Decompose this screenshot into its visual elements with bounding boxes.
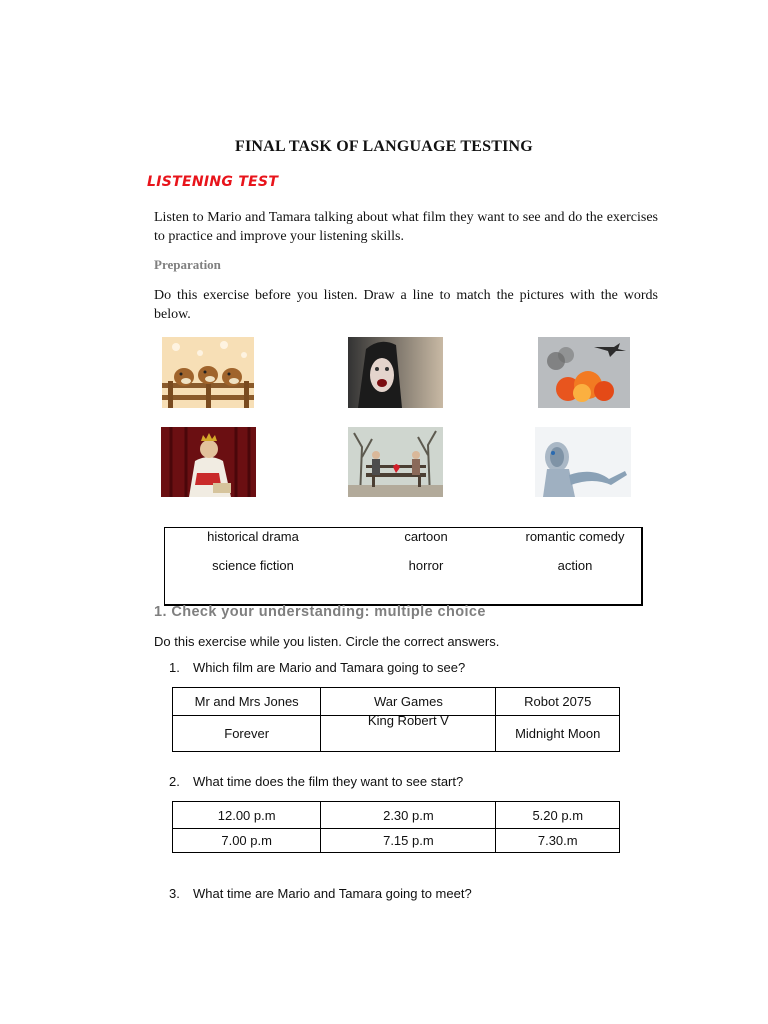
document-title: FINAL TASK OF LANGUAGE TESTING	[235, 138, 533, 155]
option-midnight-moon[interactable]: Midnight Moon	[496, 716, 620, 752]
multiple-choice-heading: 1. Check your understanding: multiple choice	[154, 604, 486, 620]
genre-horror: horror	[408, 558, 444, 573]
question-3-text: What time are Mario and Tamara going to meet?	[193, 886, 472, 901]
cartoon-horses-icon	[162, 337, 254, 408]
multiple-choice-instruction: Do this exercise while you listen. Circle the correct answers.	[154, 634, 500, 649]
option-war-games[interactable]: War Games	[321, 688, 496, 716]
option-king-robert-v-label: King Robert V	[367, 713, 449, 728]
option-king-robert-v[interactable]	[321, 713, 496, 752]
genre-science-fiction: science fiction	[212, 558, 294, 573]
listening-test-heading: LISTENING TEST	[147, 174, 279, 190]
cartoon-horses-picture	[162, 337, 254, 408]
option-robot-2075[interactable]: Robot 2075	[496, 688, 620, 716]
king-icon	[161, 427, 256, 497]
option-7-15-pm[interactable]: 7.15 p.m	[321, 829, 496, 853]
option-mr-and-mrs-jones[interactable]: Mr and Mrs Jones	[173, 688, 321, 716]
question-1-number: 1.	[169, 660, 180, 675]
option-7-30-m[interactable]: 7.30.m	[496, 829, 620, 853]
preparation-heading: Preparation	[154, 257, 221, 272]
genre-historical-drama: historical drama	[207, 529, 299, 544]
vampire-icon	[348, 337, 443, 408]
option-forever[interactable]: Forever	[173, 716, 321, 752]
explosion-picture	[538, 337, 630, 408]
king-picture	[161, 427, 256, 497]
option-5-20-pm[interactable]: 5.20 p.m	[496, 802, 620, 829]
vampire-picture	[348, 337, 443, 408]
question-2-text: What time does the film they want to see start?	[193, 774, 464, 789]
option-7-00-pm[interactable]: 7.00 p.m	[173, 829, 321, 853]
couple-bench-icon	[348, 427, 443, 497]
genre-cartoon: cartoon	[404, 529, 448, 544]
preparation-instruction: Do this exercise before you listen. Draw a line to match the pictures with the words below.	[154, 288, 658, 322]
option-2-30-pm[interactable]: 2.30 p.m	[321, 802, 496, 829]
couple-picture	[348, 427, 443, 497]
question-2-options-table	[172, 801, 620, 853]
question-1-text: Which film are Mario and Tamara going to see?	[193, 660, 466, 675]
question-2-number: 2.	[169, 774, 180, 789]
robot-icon	[535, 427, 631, 497]
intro-paragraph: Listen to Mario and Tamara talking about what film they want to see and do the exercises to practice and improve your listening skills.	[154, 210, 658, 244]
robot-picture	[535, 427, 631, 497]
genre-action: action	[557, 558, 593, 573]
question-3-number: 3.	[169, 886, 180, 901]
genre-romantic-comedy: romantic comedy	[525, 529, 625, 544]
genre-word-box	[164, 527, 643, 606]
question-1-options-table	[172, 687, 620, 752]
explosion-plane-icon	[538, 337, 630, 408]
option-12-00-pm[interactable]: 12.00 p.m	[173, 802, 321, 829]
